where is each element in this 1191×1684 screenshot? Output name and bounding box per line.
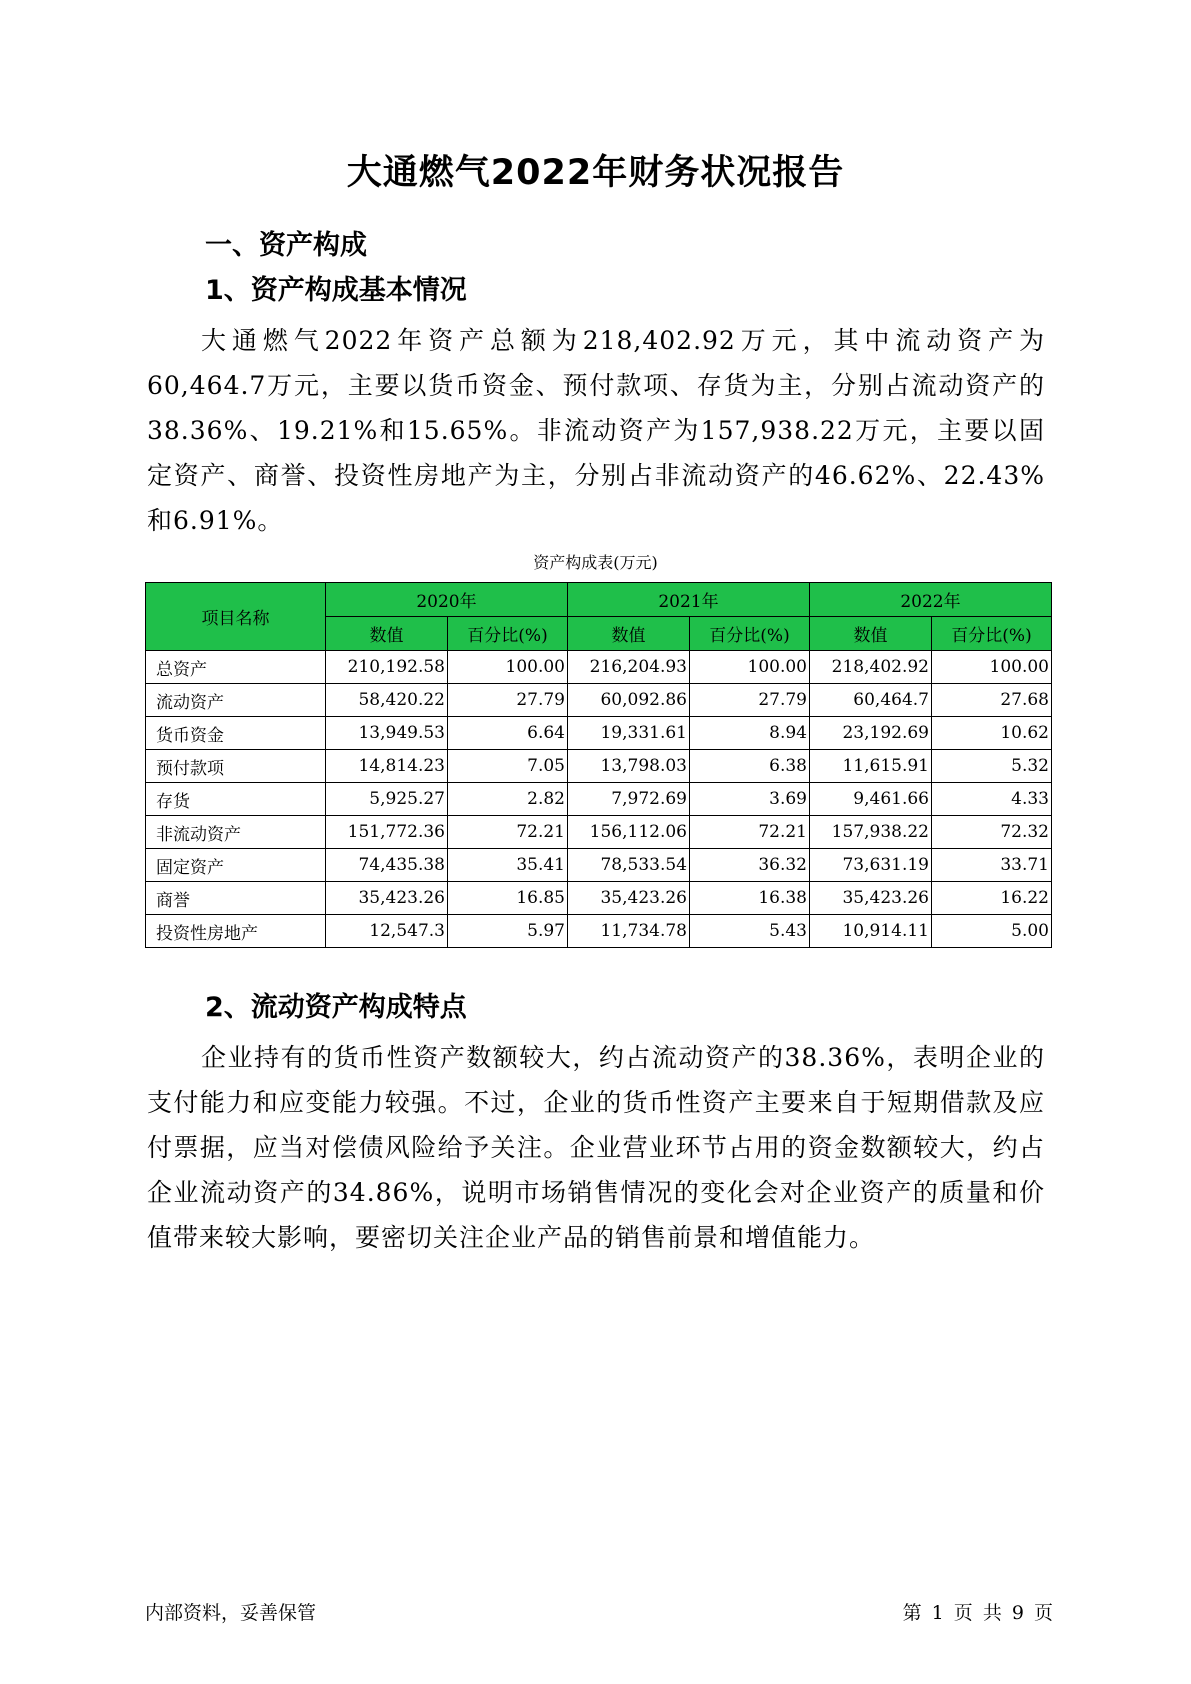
cell-value: 5,925.27 — [326, 783, 448, 816]
cell-value: 35,423.26 — [810, 882, 932, 915]
cell-value: 11,734.78 — [568, 915, 690, 948]
cell-percent: 72.21 — [448, 816, 568, 849]
cell-percent: 100.00 — [448, 651, 568, 684]
cell-percent: 4.33 — [932, 783, 1052, 816]
cell-percent: 16.85 — [448, 882, 568, 915]
cell-value: 19,331.61 — [568, 717, 690, 750]
table-caption: 资产构成表(万元) — [533, 553, 658, 572]
cell-percent: 8.94 — [690, 717, 810, 750]
cell-percent: 5.43 — [690, 915, 810, 948]
table-row — [146, 750, 1052, 783]
column-header-percent: 百分比(%) — [448, 617, 568, 651]
cell-percent: 100.00 — [690, 651, 810, 684]
column-header-value: 数值 — [326, 617, 448, 651]
cell-percent: 10.62 — [932, 717, 1052, 750]
row-name: 预付款项 — [146, 750, 326, 783]
footer-page-number: 第 1 页 共 9 页 — [902, 1602, 1053, 1624]
cell-value: 35,423.26 — [326, 882, 448, 915]
table-row — [146, 849, 1052, 882]
cell-percent: 5.32 — [932, 750, 1052, 783]
cell-value: 14,814.23 — [326, 750, 448, 783]
cell-value: 58,420.22 — [326, 684, 448, 717]
cell-percent: 72.32 — [932, 816, 1052, 849]
cell-percent: 33.71 — [932, 849, 1052, 882]
cell-value: 9,461.66 — [810, 783, 932, 816]
cell-value: 23,192.69 — [810, 717, 932, 750]
cell-percent: 100.00 — [932, 651, 1052, 684]
cell-percent: 27.79 — [690, 684, 810, 717]
column-header-year: 2022年 — [810, 583, 1052, 617]
paragraph-current-assets: 企业持有的货币性资产数额较大，约占流动资产的38.36%，表明企业的支付能力和应变能力较强。不过，企业的货币性资产主要来自于短期借款及应付票据，应当对偿债风险给予关注。企业营业环节占用的资金数额较大，约占企业流动资产的34.86%，说明市场销售情况的变化会对企业资产的质量和价值带来较大影响，要密切关注企业产品的销售前景和增值能力。 — [147, 1043, 1045, 1252]
column-header-year: 2021年 — [568, 583, 810, 617]
row-name: 流动资产 — [146, 684, 326, 717]
cell-percent: 16.22 — [932, 882, 1052, 915]
cell-value: 151,772.36 — [326, 816, 448, 849]
cell-value: 210,192.58 — [326, 651, 448, 684]
cell-value: 10,914.11 — [810, 915, 932, 948]
footer-confidential-note: 内部资料，妥善保管 — [145, 1602, 317, 1624]
asset-composition-table — [145, 582, 1052, 948]
cell-value: 156,112.06 — [568, 816, 690, 849]
cell-percent: 6.64 — [448, 717, 568, 750]
cell-percent: 35.41 — [448, 849, 568, 882]
subsection-heading-basic: 1、资产构成基本情况 — [205, 275, 467, 306]
cell-value: 73,631.19 — [810, 849, 932, 882]
row-name: 存货 — [146, 783, 326, 816]
cell-value: 12,547.3 — [326, 915, 448, 948]
cell-value: 11,615.91 — [810, 750, 932, 783]
table-row — [146, 651, 1052, 684]
cell-value: 218,402.92 — [810, 651, 932, 684]
cell-value: 35,423.26 — [568, 882, 690, 915]
cell-value: 157,938.22 — [810, 816, 932, 849]
cell-percent: 5.97 — [448, 915, 568, 948]
cell-value: 13,798.03 — [568, 750, 690, 783]
column-header-percent: 百分比(%) — [932, 617, 1052, 651]
row-name: 非流动资产 — [146, 816, 326, 849]
column-header-year: 2020年 — [326, 583, 568, 617]
column-header-value: 数值 — [810, 617, 932, 651]
row-name: 固定资产 — [146, 849, 326, 882]
row-name: 投资性房地产 — [146, 915, 326, 948]
column-header-percent: 百分比(%) — [690, 617, 810, 651]
column-header-item: 项目名称 — [146, 583, 326, 651]
cell-percent: 6.38 — [690, 750, 810, 783]
cell-percent: 36.32 — [690, 849, 810, 882]
cell-percent: 7.05 — [448, 750, 568, 783]
cell-percent: 3.69 — [690, 783, 810, 816]
row-name: 商誉 — [146, 882, 326, 915]
cell-percent: 5.00 — [932, 915, 1052, 948]
subsection-heading-current-assets: 2、流动资产构成特点 — [205, 992, 467, 1023]
cell-percent: 27.79 — [448, 684, 568, 717]
table-row — [146, 882, 1052, 915]
table-row — [146, 816, 1052, 849]
page-title: 大通燃气2022年财务状况报告 — [346, 153, 845, 193]
cell-value: 7,972.69 — [568, 783, 690, 816]
cell-percent: 27.68 — [932, 684, 1052, 717]
cell-value: 60,464.7 — [810, 684, 932, 717]
cell-percent: 72.21 — [690, 816, 810, 849]
row-name: 货币资金 — [146, 717, 326, 750]
table-row — [146, 717, 1052, 750]
table-header-row — [146, 583, 1052, 617]
column-header-value: 数值 — [568, 617, 690, 651]
cell-percent: 16.38 — [690, 882, 810, 915]
cell-value: 13,949.53 — [326, 717, 448, 750]
cell-value: 60,092.86 — [568, 684, 690, 717]
cell-value: 216,204.93 — [568, 651, 690, 684]
cell-value: 78,533.54 — [568, 849, 690, 882]
cell-percent: 2.82 — [448, 783, 568, 816]
cell-value: 74,435.38 — [326, 849, 448, 882]
paragraph-asset-overview: 大通燃气2022年资产总额为218,402.92万元，其中流动资产为60,464.7万元，主要以货币资金、预付款项、存货为主，分别占流动资产的38.36%、19.21%和15.65%。非流动资产为157,938.22万元，主要以固定资产、商誉、投资性房地产为主，分别占非流动资产的46.62%、22.43%和6.91%。 — [147, 326, 1045, 535]
table-row — [146, 783, 1052, 816]
section-heading-asset-composition: 一、资产构成 — [205, 230, 367, 261]
table-row — [146, 915, 1052, 948]
table-row — [146, 684, 1052, 717]
row-name: 总资产 — [146, 651, 326, 684]
